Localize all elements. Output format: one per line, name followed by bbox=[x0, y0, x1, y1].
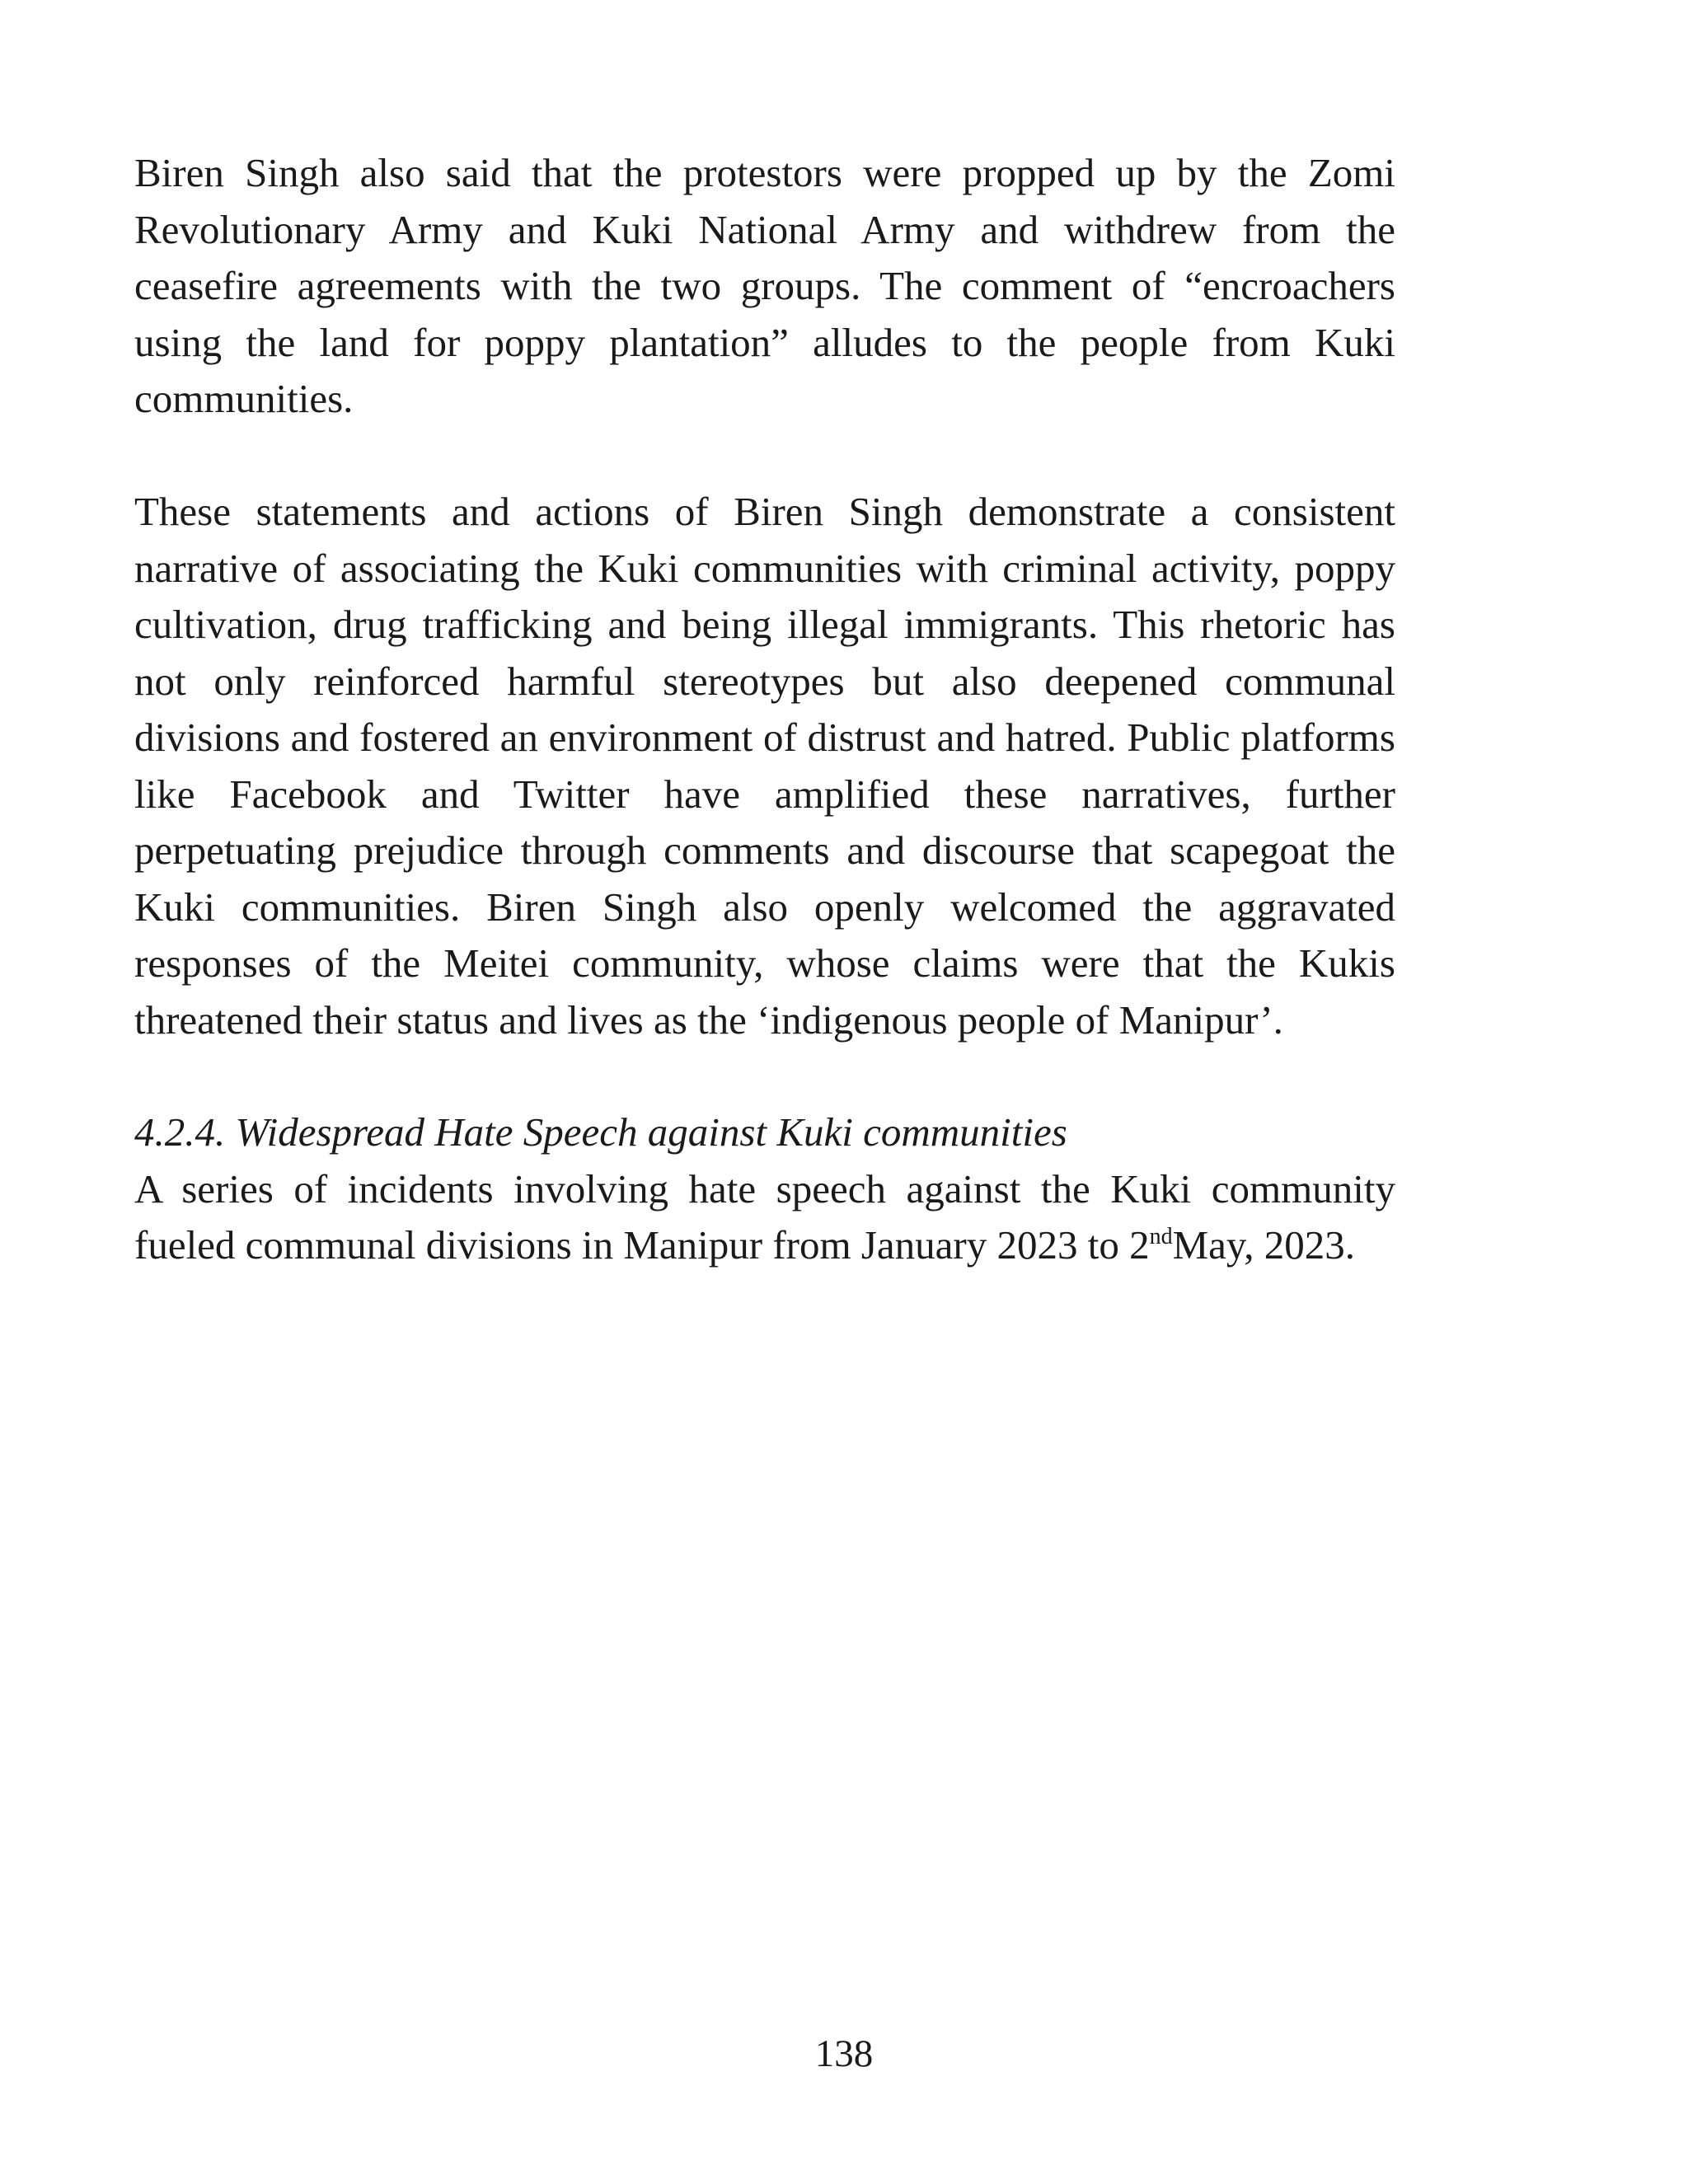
paragraph-hate-speech-text: A series of incidents involving hate speech against the Kuki community fueled communal divisions in Manipur from January 2023 to 2 bbox=[134, 1165, 1395, 1268]
ordinal-suffix: nd bbox=[1149, 1224, 1173, 1249]
section-heading: 4.2.4. Widespread Hate Speech against Kuki communities bbox=[134, 1109, 1067, 1155]
page-number: 138 bbox=[814, 2032, 874, 2075]
paragraph-hate-speech bbox=[134, 1161, 1395, 1274]
paragraph-protestors: Biren Singh also said that the protestors were propped up by the Zomi Revolutionary Army and Kuki National Army and withdrew from the ceasefire agreements with the two groups. The comment of “encroachers using the land for poppy plantation” alludes to the people from Kuki communities. bbox=[134, 150, 1395, 421]
paragraph-narrative: These statements and actions of Biren Singh demonstrate a consistent narrative of associating the Kuki communities with criminal activity, poppy cultivation, drug trafficking and being illegal immigrants. This rhetoric has not only reinforced harmful stereotypes but also deepened communal divisions and fostered an environment of distrust and hatred. Public platforms like Facebook and Twitter have amplified these narratives, further perpetuating prejudice through comments and discourse that scapegoat the Kuki communities. Biren Singh also openly welcomed the aggravated responses of the Meitei community, whose claims were that the Kukis threatened their status and lives as the ‘indigenous people of Manipur’. bbox=[134, 489, 1395, 1043]
paragraph-hate-speech-date: May, 2023. bbox=[1172, 1222, 1355, 1268]
document-body bbox=[134, 145, 1395, 1274]
